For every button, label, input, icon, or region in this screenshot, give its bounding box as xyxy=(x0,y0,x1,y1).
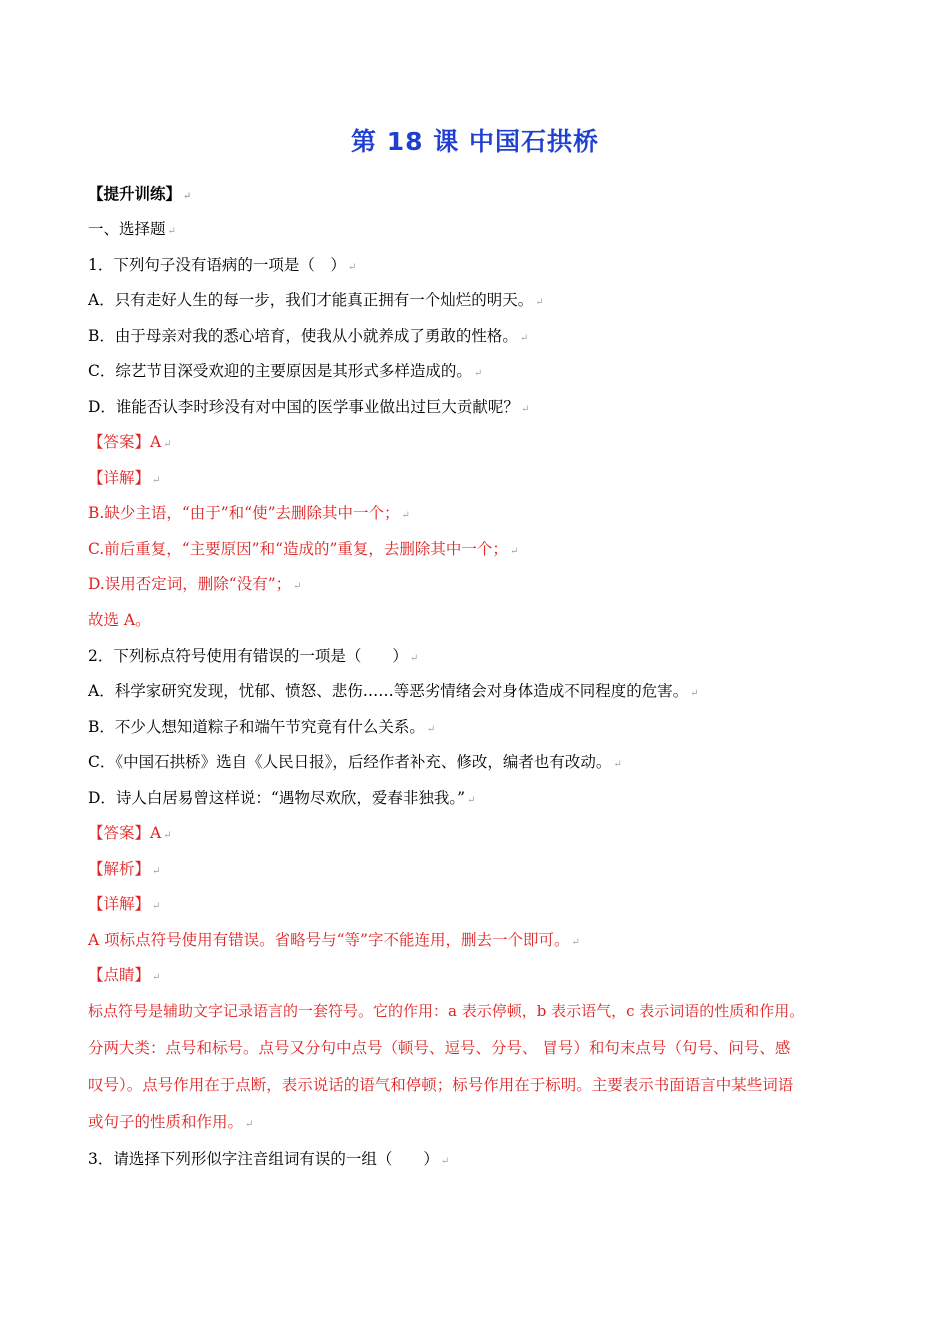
question-2-answer: 【答案】A ↵ xyxy=(88,824,172,842)
question-1-detail-label: 【详解】 ↵ xyxy=(88,469,161,487)
question-1-detail-b: B.缺少主语，“由于”和“使”去删除其中一个； ↵ xyxy=(88,504,410,522)
question-2-option-b: B．不少人想知道粽子和端午节究竟有什么关系。 ↵ xyxy=(88,718,436,736)
question-2-detail: A 项标点符号使用有错误。省略号与“等”字不能连用，删去一个即可。 ↵ xyxy=(88,931,580,949)
question-2-note-line: 分两大类：点号和标号。点号又分句中点号（顿号、逗号、分号、 冒号）和句末点号（句号、问号、感 xyxy=(88,1039,791,1057)
question-2-option-c: C．《中国石拱桥》选自《人民日报》，后经作者补充、修改，编者也有改动。 ↵ xyxy=(88,753,622,771)
part-heading: 一、选择题 ↵ xyxy=(88,220,176,238)
question-1-detail-c: C.前后重复，“主要原因”和“造成的”重复，去删除其中一个； ↵ xyxy=(88,540,519,558)
question-3-stem: 3．请选择下列形似字注音组词有误的一组（ ） ↵ xyxy=(88,1150,450,1168)
question-1-option-b: B．由于母亲对我的悉心培育，使我从小就养成了勇敢的性格。 ↵ xyxy=(88,327,529,345)
question-2-option-d: D．诗人白居易曾这样说：“遇物尽欢欣，爱春非独我。” ↵ xyxy=(88,789,476,807)
question-1-detail-d: D.误用否定词，删除“没有”； ↵ xyxy=(88,575,302,593)
question-2-analysis-label: 【解析】 ↵ xyxy=(88,860,161,878)
question-2-note-label: 【点睛】 ↵ xyxy=(88,966,161,984)
question-2-detail-label: 【详解】 ↵ xyxy=(88,895,161,913)
question-2-note-line: 或句子的性质和作用。 ↵ xyxy=(88,1113,254,1131)
question-1-option-d: D．谁能否认李时珍没有对中国的医学事业做出过巨大贡献呢？ ↵ xyxy=(88,398,530,416)
question-2-option-a: A．科学家研究发现，忧郁、愤怒、悲伤……等恶劣情绪会对身体造成不同程度的危害。 ↵ xyxy=(88,682,699,700)
question-1-conclusion: 故选 A。 xyxy=(88,611,151,629)
question-1-option-c: C．综艺节目深受欢迎的主要原因是其形式多样造成的。 ↵ xyxy=(88,362,483,380)
page-title: 第 18 课 中国石拱桥 xyxy=(351,127,599,156)
section-label: 【提升训练】 ↵ xyxy=(88,184,192,203)
question-1-option-a: A．只有走好人生的每一步，我们才能真正拥有一个灿烂的明天。 ↵ xyxy=(88,291,544,309)
question-1-stem: 1．下列句子没有语病的一项是（ ） ↵ xyxy=(88,256,357,274)
question-2-note-line: 叹号）。点号作用在于点断，表示说话的语气和停顿；标号作用在于标明。主要表示书面语言中某些词语 xyxy=(88,1076,794,1094)
question-1-answer: 【答案】A ↵ xyxy=(88,433,172,451)
question-2-note-line: 标点符号是辅助文字记录语言的一套符号。它的作用：a 表示停顿，b 表示语气，c 表示词语的性质和作用。 xyxy=(88,1002,805,1020)
question-2-stem: 2．下列标点符号使用有错误的一项是（ ） ↵ xyxy=(88,647,419,665)
